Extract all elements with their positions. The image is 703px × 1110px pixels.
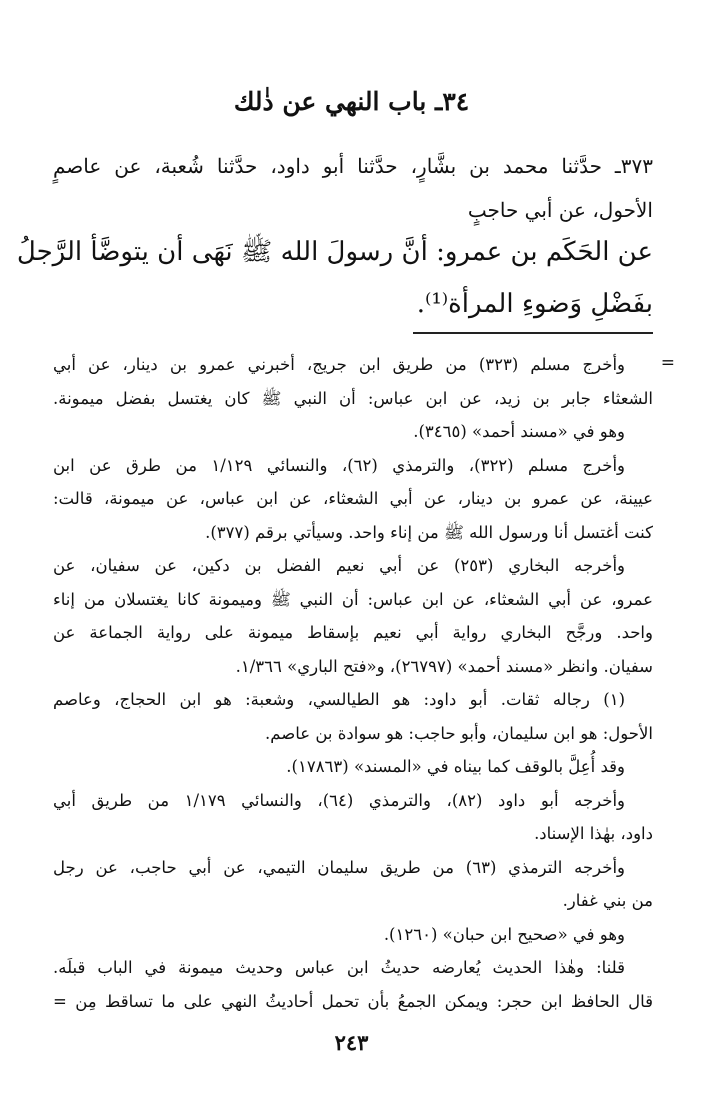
hadith-isnad: [53, 144, 653, 232]
footnote-line: وهو في «صحيح ابن حبان» (١٢٦٠).: [383, 924, 625, 944]
footnote-line: قال الحافظ ابن حجر: ويمكن الجمعُ بأن تحمل أحاديثُ النهي على ما تساقط مِن =: [53, 991, 653, 1011]
page-number: ٢٤٣: [334, 1030, 369, 1055]
footnote-line: سفيان. وانظر «مسند أحمد» (٢٦٧٩٧)، و«فتح الباري» ١/٣٦٦.: [235, 656, 653, 676]
footnote-line: الأحول: هو ابن سليمان، وأبو حاجب: هو سوادة بن عاصم.: [265, 723, 653, 743]
footnote-line: الشعثاء جابر بن زيد، عن ابن عباس: أن النبي ﷺ كان يغتسل بفضل ميمونة.: [53, 388, 653, 408]
footnotes: [53, 348, 653, 1018]
footnote-line: وأخرجه البخاري (٢٥٣) عن أبي نعيم الفضل بن دكين، عن سفيان، عن: [53, 556, 625, 575]
footnote-line: وأخرجه الترمذي (٦٣) من طريق سليمان التيمي، عن أبي حاجب، عن رجل: [53, 857, 626, 877]
footnote-separator: [413, 332, 653, 334]
footnote-line: واحد. ورجَّح البخاري رواية أبي نعيم بإسقاط ميمونة على رواية الجماعة عن: [53, 623, 653, 642]
isnad-line: ٣٧٣ـ حدَّثنا محمد بن بشَّارٍ، حدَّثنا أبو داود، حدَّثنا شُعبة، عن عاصمٍ: [53, 154, 653, 178]
footnote-line: وأخرجه أبو داود (٨٢)، والترمذي (٦٤)، والنسائي ١/١٧٩ من طريق أبي: [53, 790, 625, 810]
footnote-line: عيينة، عن عمرو بن دينار، عن أبي الشعثاء، عن ابن عباس، عن ميمونة، قالت:: [53, 489, 653, 508]
matn-line: عن الحَكَم بن عمرو: أنَّ رسولَ الله ﷺ نَهَى أن يتوضَّأ الرَّجلُ: [16, 237, 653, 267]
chapter-title: ٣٤ـ باب النهي عن ذٰلك: [233, 87, 470, 116]
footnote-line: وقد أُعِلَّ بالوقف كما بيناه في «المسند» (١٧٨٦٣).: [286, 757, 625, 776]
footnote-line: (١) رجاله ثقات. أبو داود: هو الطيالسي، وشعبة: هو ابن الحجاج، وعاصم: [53, 690, 625, 709]
footnote-line: وأخرج مسلم (٣٢٢)، والترمذي (٦٢)، والنسائي ١/١٢٩ من طرق عن ابن: [53, 455, 626, 475]
matn-line: بفَضْلِ وَضوءِ المرأة⁽¹⁾.: [416, 289, 653, 319]
isnad-line: الأحول، عن أبي حاجبٍ: [467, 198, 653, 222]
footnote-continued-mark: =: [660, 353, 675, 373]
footnote-line: داود، بهٰذا الإسناد.: [534, 824, 653, 843]
hadith-matn: [16, 226, 653, 330]
footnote-line: من بني غفار.: [562, 891, 653, 910]
footnote-line: قلنا: وهٰذا الحديث يُعارضه حديثُ ابن عباس وحديث ميمونة في الباب قبلَه.: [53, 958, 625, 977]
footnote-line: عمرو، عن أبي الشعثاء، عن ابن عباس: أن النبي ﷺ وميمونة كانا يغتسلان من إناء: [53, 589, 653, 609]
footnote-line: وأخرج مسلم (٣٢٣) من طريق ابن جريج، أخبرني عمرو بن دينار، عن أبي: [53, 355, 625, 374]
footnote-line: كنت أغتسل أنا ورسول الله ﷺ من إناء واحد. وسيأتي برقم (٣٧٧).: [205, 522, 653, 542]
footnote-line: وهو في «مسند أحمد» (٣٤٦٥).: [413, 422, 625, 441]
